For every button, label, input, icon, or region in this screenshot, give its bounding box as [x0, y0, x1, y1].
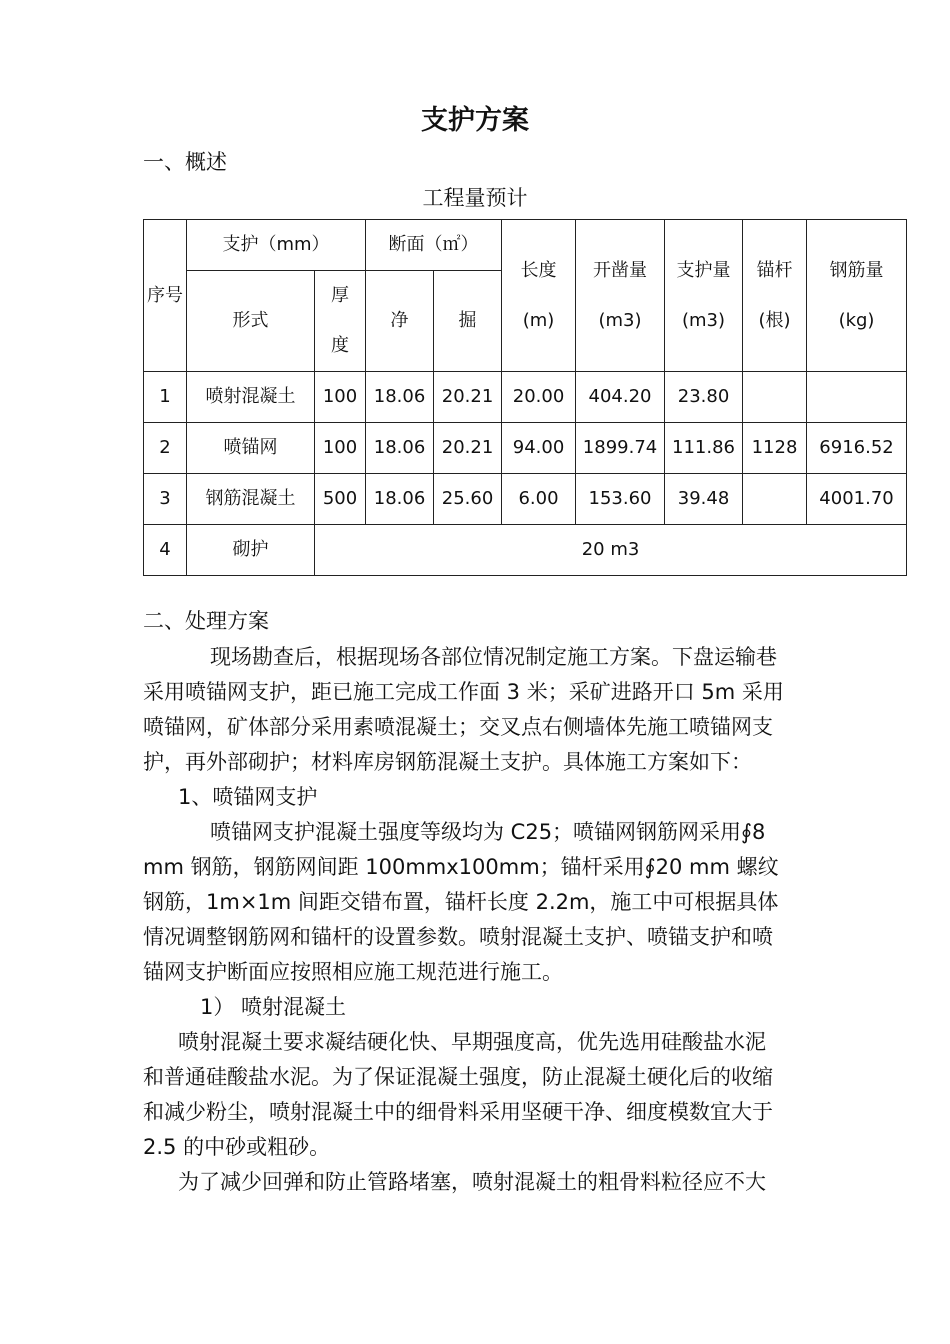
paragraph-line: 喷锚网，矿体部分采用素喷混凝土；交叉点右侧墙体先施工喷锚网支 — [143, 715, 773, 739]
header-thickness — [315, 271, 366, 372]
paragraph-line: 和普通硅酸盐水泥。为了保证混凝土强度，防止混凝土硬化后的收缩 — [143, 1065, 773, 1089]
page-title: 支护方案 — [421, 105, 529, 136]
cell-form: 砌护 — [187, 525, 315, 576]
header-rebar — [807, 220, 907, 372]
cell-excavation: 153.60 — [576, 474, 665, 525]
header-rebar-label: 钢筋量 — [829, 259, 884, 281]
paragraph-plan — [143, 640, 811, 780]
cell-excavation: 404.20 — [576, 372, 665, 423]
cell-net: 18.06 — [366, 372, 434, 423]
header-length-unit: (m) — [522, 309, 555, 331]
cell-bolt — [743, 474, 807, 525]
header-support-qty-label: 支护量 — [676, 259, 731, 281]
subheading-shotcrete: 1） 喷射混凝土 — [200, 995, 347, 1019]
cell-net: 18.06 — [366, 474, 434, 525]
paragraph-shotcrete — [143, 1025, 811, 1165]
cell-rebar: 6916.52 — [807, 423, 907, 474]
header-seq-text: 序号 — [147, 284, 183, 306]
cell-form: 钢筋混凝土 — [187, 474, 315, 525]
header-length-label: 长度 — [520, 259, 557, 281]
paragraph-line: 和减少粉尘，喷射混凝土中的细骨料采用坚硬干净、细度模数宜大于 — [143, 1100, 773, 1124]
header-length — [502, 220, 576, 372]
header-excavated: 掘 — [434, 271, 502, 372]
header-bolt — [743, 220, 807, 372]
paragraph-mesh-support — [143, 815, 811, 990]
cell-support-qty: 23.80 — [665, 372, 743, 423]
header-bolt-unit: (根) — [758, 309, 791, 331]
cell-rebar — [807, 372, 907, 423]
cell-support-qty: 111.86 — [665, 423, 743, 474]
paragraph-line: 为了减少回弹和防止管路堵塞，喷射混凝土的粗骨料粒径应不大 — [178, 1170, 766, 1194]
cell-excavated: 20.21 — [434, 423, 502, 474]
paragraph-aggregate — [143, 1165, 811, 1200]
header-section: 断面（㎡） — [366, 220, 502, 271]
table-caption: 工程量预计 — [422, 186, 528, 210]
cell-bolt: 1128 — [743, 423, 807, 474]
header-thickness-text: 厚度 — [331, 285, 349, 356]
table-row — [144, 525, 907, 576]
cell-excavated: 20.21 — [434, 372, 502, 423]
cell-net: 18.06 — [366, 423, 434, 474]
cell-merged-quantity: 20 m3 — [315, 525, 907, 576]
header-net: 净 — [366, 271, 434, 372]
header-seq — [144, 220, 187, 372]
paragraph-line: 2.5 的中砂或粗砂。 — [143, 1135, 331, 1159]
header-rebar-unit: (kg) — [838, 309, 875, 331]
subheading-mesh-support: 1、喷锚网支护 — [178, 785, 318, 809]
cell-rebar: 4001.70 — [807, 474, 907, 525]
header-bolt-label: 锚杆 — [756, 259, 793, 281]
table-row — [144, 372, 907, 423]
header-form: 形式 — [187, 271, 315, 372]
cell-thickness: 500 — [315, 474, 366, 525]
cell-thickness: 100 — [315, 372, 366, 423]
cell-form: 喷射混凝土 — [187, 372, 315, 423]
quantity-table — [143, 219, 907, 576]
header-excavation — [576, 220, 665, 372]
cell-form: 喷锚网 — [187, 423, 315, 474]
cell-length: 94.00 — [502, 423, 576, 474]
paragraph-line: 现场勘查后，根据现场各部位情况制定施工方案。下盘运输巷 — [210, 645, 777, 669]
paragraph-line: 情况调整钢筋网和锚杆的设置参数。喷射混凝土支护、喷锚支护和喷 — [143, 925, 773, 949]
cell-seq: 1 — [144, 372, 187, 423]
paragraph-line: 喷射混凝土要求凝结硬化快、早期强度高，优先选用硅酸盐水泥 — [178, 1030, 766, 1054]
cell-seq: 3 — [144, 474, 187, 525]
table-row — [144, 474, 907, 525]
cell-thickness: 100 — [315, 423, 366, 474]
header-support: 支护（mm） — [187, 220, 366, 271]
cell-seq: 2 — [144, 423, 187, 474]
cell-support-qty: 39.48 — [665, 474, 743, 525]
header-excavation-unit: (m3) — [598, 309, 642, 331]
paragraph-line: mm 钢筋，钢筋网间距 100mmx100mm；锚杆采用∮20 mm 螺纹 — [143, 855, 779, 879]
cell-length: 6.00 — [502, 474, 576, 525]
cell-excavation: 1899.74 — [576, 423, 665, 474]
cell-excavated: 25.60 — [434, 474, 502, 525]
section-heading-overview: 一、概述 — [143, 150, 227, 174]
section-heading-plan: 二、处理方案 — [143, 609, 269, 633]
header-support-qty — [665, 220, 743, 372]
header-excavation-label: 开凿量 — [593, 259, 648, 281]
paragraph-line: 护，再外部砌护；材料库房钢筋混凝土支护。具体施工方案如下： — [143, 750, 752, 774]
header-support-qty-unit: (m3) — [682, 309, 726, 331]
paragraph-line: 喷锚网支护混凝土强度等级均为 C25；喷锚网钢筋网采用∮8 — [210, 820, 766, 844]
cell-bolt — [743, 372, 807, 423]
cell-seq: 4 — [144, 525, 187, 576]
paragraph-line: 锚网支护断面应按照相应施工规范进行施工。 — [143, 960, 563, 984]
paragraph-line: 钢筋，1m×1m 间距交错布置，锚杆长度 2.2m，施工中可根据具体 — [143, 890, 779, 914]
paragraph-line: 采用喷锚网支护，距已施工完成工作面 3 米；采矿进路开口 5m 采用 — [143, 680, 784, 704]
cell-length: 20.00 — [502, 372, 576, 423]
table-row — [144, 423, 907, 474]
